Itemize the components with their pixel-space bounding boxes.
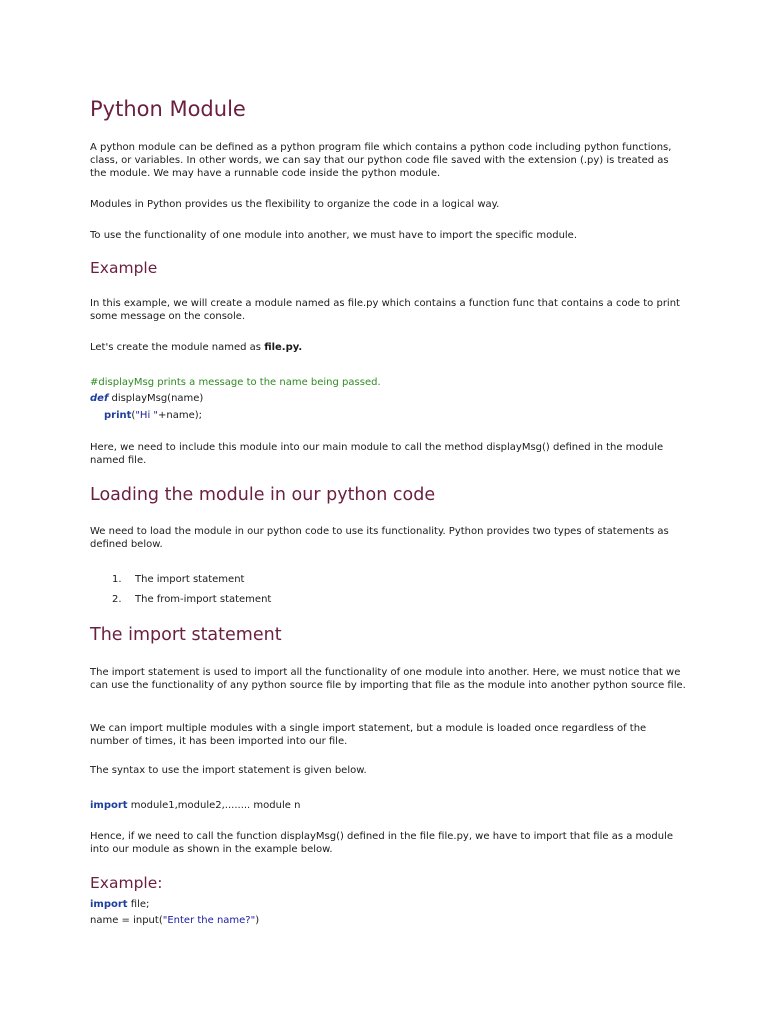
code-comment: #displayMsg prints a message to the name being passed. — [90, 377, 381, 388]
code-def-keyword: def — [90, 393, 109, 404]
code-print-string: "Hi " — [135, 410, 159, 421]
intro-paragraph-1: A python module can be defined as a python program file which contains a python code including python functions, class, or variables. In other words, we can say that our python code file saved with the extension (.py) is treated as the module. We may have a runnable code inside the python module. — [90, 142, 672, 179]
code2-import-module: file; — [127, 899, 150, 910]
intro-paragraph-3: To use the functionality of one module into another, we must have to import the specific module. — [90, 230, 578, 241]
create-module-prefix: Let's create the module named as — [90, 342, 265, 353]
list-text: The from-import statement — [135, 594, 272, 605]
syntax-import-keyword: import — [90, 800, 128, 811]
code2-import-keyword: import — [90, 899, 128, 910]
loading-heading: Loading the module in our python code — [90, 485, 436, 505]
list-text: The import statement — [135, 574, 245, 585]
hence-paragraph: Hence, if we need to call the function displayMsg() defined in the file file.py, we have to import that file as a module into our module as shown in the example below. — [90, 831, 674, 855]
code-print-open: ( — [131, 410, 136, 421]
example2-heading: Example: — [90, 874, 163, 892]
code2-input-suffix: ) — [255, 915, 260, 926]
import-paragraph-3: The syntax to use the import statement is given below. — [90, 765, 367, 776]
example-heading: Example — [90, 259, 158, 277]
code-print-keyword: print — [104, 410, 132, 421]
import-heading: The import statement — [90, 625, 282, 645]
list-number: 1. — [112, 574, 122, 585]
import-paragraph-2: We can import multiple modules with a single import statement, but a module is loaded once regardless of the number of times, it has been imported into our file. — [90, 723, 647, 747]
code2-input-prefix: name = input( — [90, 915, 163, 926]
code-comment-line — [90, 376, 381, 389]
code-print-rest: +name); — [158, 410, 203, 421]
include-paragraph: Here, we need to include this module into our main module to call the method displayMsg() defined in the module named file. — [90, 442, 664, 466]
loading-paragraph: We need to load the module in our python code to use its functionality. Python provides two types of statements as defined below. — [90, 526, 669, 550]
list-number: 2. — [112, 594, 122, 605]
code-print-line — [104, 409, 202, 422]
page-title: Python Module — [90, 97, 246, 121]
code-def-line — [90, 392, 203, 405]
intro-paragraph-2: Modules in Python provides us the flexibility to organize the code in a logical way. — [90, 199, 500, 210]
syntax-code-line — [90, 799, 300, 812]
example-paragraph: In this example, we will create a module named as file.py which contains a function func that contains a code to print some message on the console. — [90, 298, 680, 322]
code2-input-string: "Enter the name?" — [162, 915, 256, 926]
statement-list-item-1 — [112, 573, 244, 586]
syntax-modules: module1,module2,........ module n — [127, 800, 301, 811]
code2-input-line — [90, 914, 259, 927]
statement-list-item-2 — [112, 593, 271, 606]
import-paragraph-1: The import statement is used to import all the functionality of one module into another. Here, we must notice that we can use the functionality of any python source file by importing that file as the module into another python source file. — [90, 667, 686, 691]
create-module-paragraph — [90, 341, 686, 354]
code2-import-line — [90, 898, 149, 911]
create-module-filename: file.py. — [264, 342, 303, 353]
code-def-signature: displayMsg(name) — [108, 393, 204, 404]
